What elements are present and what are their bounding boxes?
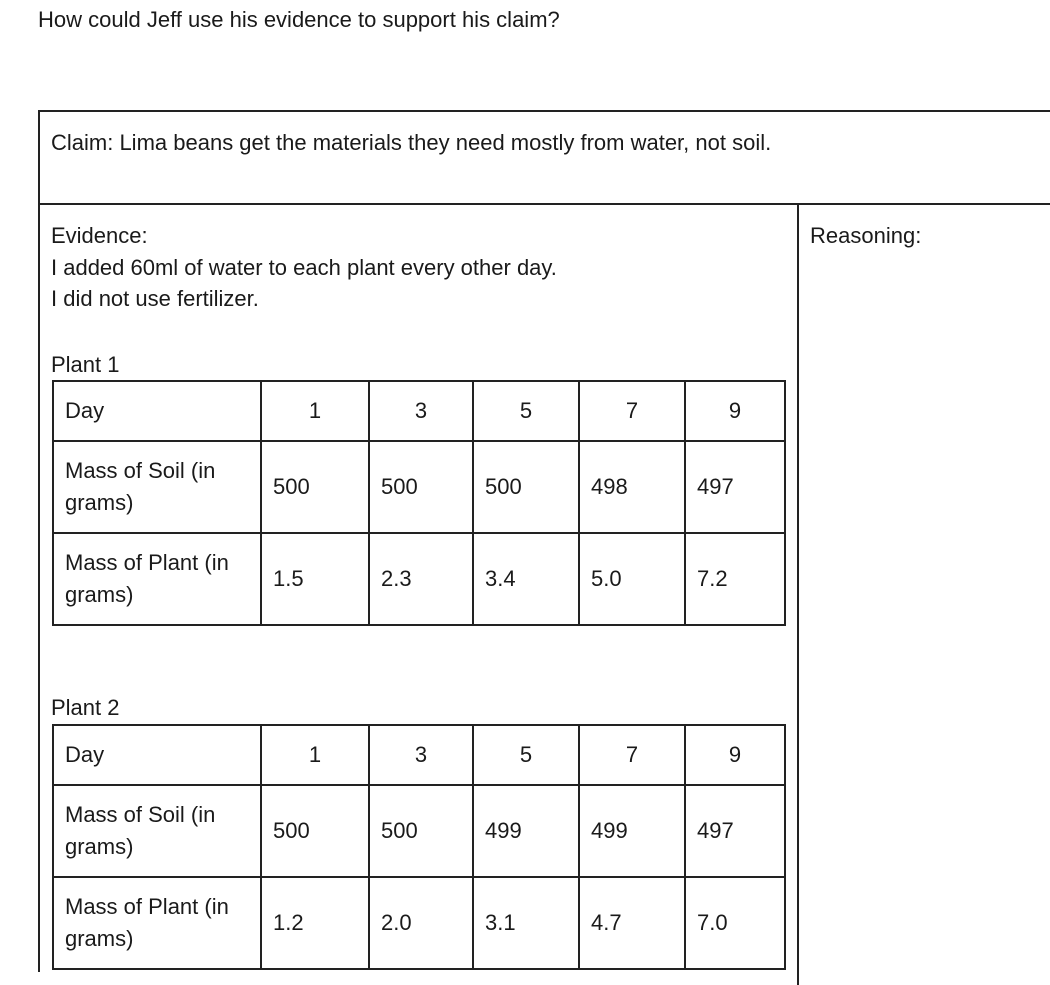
- soil-mass-cell: 500: [369, 441, 473, 533]
- day-cell: 1: [261, 381, 369, 441]
- day-cell: 7: [579, 381, 685, 441]
- table-row: [53, 877, 785, 969]
- day-cell: 7: [579, 725, 685, 785]
- soil-mass-cell: 500: [261, 785, 369, 877]
- soil-mass-cell: 499: [579, 785, 685, 877]
- row-label: Day: [53, 381, 261, 441]
- soil-mass-cell: 500: [473, 441, 579, 533]
- row-label: Day: [53, 725, 261, 785]
- plant-mass-cell: 1.2: [261, 877, 369, 969]
- table-row: [53, 725, 785, 785]
- column-divider: [797, 205, 799, 985]
- row-label: Mass of Soil (in grams): [53, 441, 261, 533]
- claim-box: [40, 112, 1050, 205]
- plant-mass-cell: 4.7: [579, 877, 685, 969]
- plant-mass-cell: 3.1: [473, 877, 579, 969]
- evidence-label: Evidence:: [51, 223, 148, 248]
- plant-mass-cell: 2.0: [369, 877, 473, 969]
- plant-2-table: [52, 724, 786, 970]
- reasoning-label: Reasoning:: [810, 223, 922, 248]
- claim-text: Claim: Lima beans get the materials they need mostly from water, not soil.: [51, 130, 772, 155]
- row-label: Mass of Plant (in grams): [53, 533, 261, 625]
- day-cell: 5: [473, 725, 579, 785]
- soil-mass-cell: 500: [369, 785, 473, 877]
- plant-mass-cell: 7.0: [685, 877, 785, 969]
- row-label: Mass of Soil (in grams): [53, 785, 261, 877]
- soil-mass-cell: 498: [579, 441, 685, 533]
- day-cell: 5: [473, 381, 579, 441]
- plant-mass-cell: 3.4: [473, 533, 579, 625]
- day-cell: 9: [685, 381, 785, 441]
- day-cell: 1: [261, 725, 369, 785]
- plant-mass-cell: 1.5: [261, 533, 369, 625]
- soil-mass-cell: 499: [473, 785, 579, 877]
- plant-mass-cell: 5.0: [579, 533, 685, 625]
- day-cell: 9: [685, 725, 785, 785]
- claim-evidence-reasoning-chart: [38, 110, 1050, 972]
- evidence-line-fertilizer: I did not use fertilizer.: [51, 286, 259, 311]
- table-row: [53, 381, 785, 441]
- plant-mass-cell: 2.3: [369, 533, 473, 625]
- day-cell: 3: [369, 725, 473, 785]
- table-row: [53, 533, 785, 625]
- plant-1-label: Plant 1: [51, 352, 120, 377]
- plant-1-table: [52, 380, 786, 626]
- day-cell: 3: [369, 381, 473, 441]
- row-label: Mass of Plant (in grams): [53, 877, 261, 969]
- table-row: [53, 441, 785, 533]
- soil-mass-cell: 497: [685, 785, 785, 877]
- plant-2-label: Plant 2: [51, 695, 120, 720]
- soil-mass-cell: 497: [685, 441, 785, 533]
- evidence-line-water: I added 60ml of water to each plant every other day.: [51, 255, 557, 280]
- question-text: How could Jeff use his evidence to support his claim?: [38, 7, 560, 32]
- plant-mass-cell: 7.2: [685, 533, 785, 625]
- soil-mass-cell: 500: [261, 441, 369, 533]
- table-row: [53, 785, 785, 877]
